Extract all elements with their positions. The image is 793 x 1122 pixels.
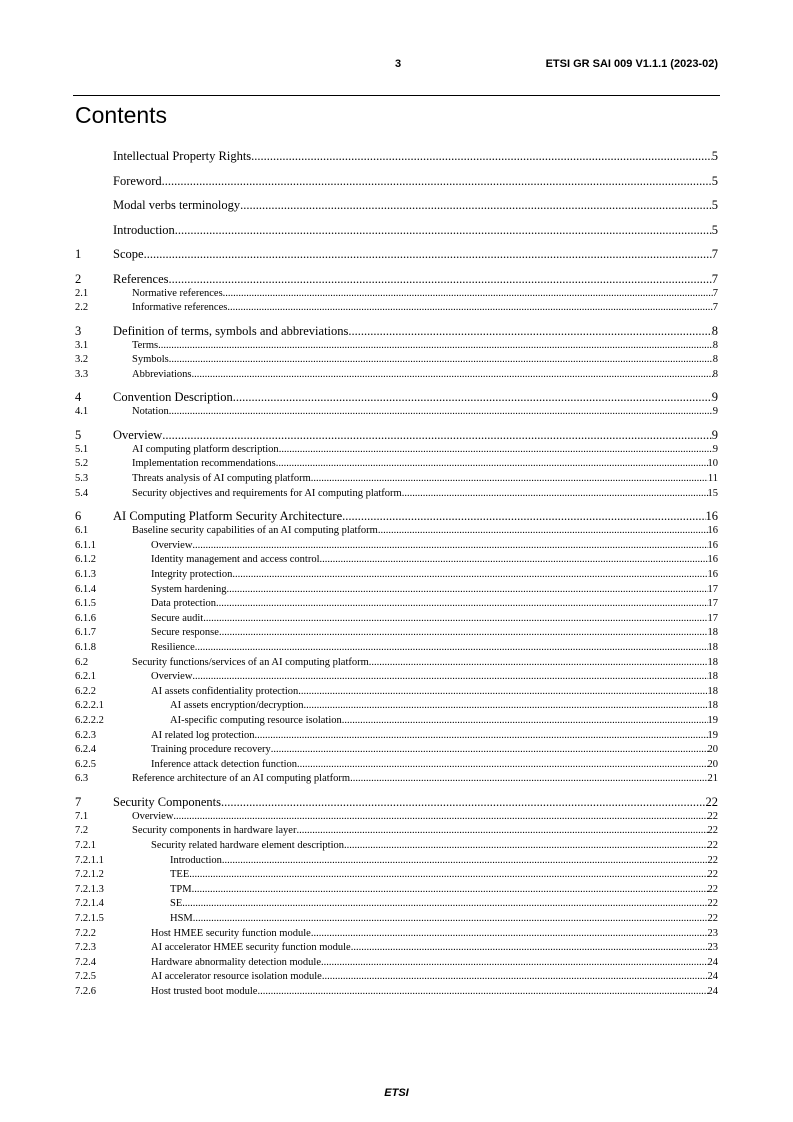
toc-entry-page: 22 (707, 825, 718, 837)
toc-entry[interactable] (75, 853, 718, 868)
toc-entry-label: Hardware abnormality detection module (151, 956, 321, 968)
toc-dot-leader (192, 538, 707, 553)
page-title: Contents (75, 102, 168, 128)
toc-entry-number: 5.3 (75, 473, 89, 484)
toc-entry-page: 23 (707, 942, 718, 954)
toc-entry-label: Security objectives and requirements for AI computing platform (132, 487, 402, 499)
toc-entry[interactable] (75, 300, 718, 315)
toc-entry-number: 3.2 (75, 354, 89, 366)
toc-entry-label: Convention Description (113, 390, 233, 405)
toc-dot-leader (195, 640, 708, 655)
toc-entry-number: 7.2.5 (75, 971, 96, 983)
toc-entry-label: Implementation recommendations (132, 458, 276, 470)
toc-entry-page: 16 (707, 554, 718, 566)
toc-dot-leader (297, 757, 707, 772)
toc-entry-label: Overview (151, 539, 193, 551)
toc-entry-label: Modal verbs terminology (113, 198, 241, 212)
toc-entry-label: TPM (170, 883, 192, 895)
toc-entry[interactable] (75, 771, 718, 786)
toc-entry-page: 18 (707, 700, 718, 712)
toc-entry[interactable] (75, 246, 718, 263)
toc-entry[interactable] (75, 838, 718, 853)
toc-entry[interactable] (75, 926, 718, 941)
toc-entry-label: Security functions/services of an AI computing platform (132, 656, 369, 668)
toc-entry[interactable] (75, 896, 718, 911)
toc-dot-leader (322, 969, 708, 984)
toc-entry-number: 7.1 (75, 810, 89, 822)
toc-entry[interactable] (75, 713, 718, 728)
toc-entry-page: 22 (707, 840, 718, 851)
toc-entry-label: Integrity protection (151, 568, 233, 580)
toc-entry[interactable] (75, 567, 718, 582)
toc-dot-leader (192, 669, 707, 684)
toc-entry[interactable] (75, 684, 718, 699)
toc-entry-number: 7.2.4 (75, 956, 96, 968)
toc-dot-leader (251, 148, 712, 165)
toc-entry-number: 2.1 (75, 287, 89, 299)
toc-entry-label: Security components in hardware layer (132, 825, 297, 837)
toc-entry-number: 6.2.2 (75, 685, 96, 697)
toc-entry[interactable] (75, 823, 718, 838)
toc-entry-page: 19 (707, 729, 718, 741)
toc-entry-label: Normative references (132, 287, 223, 299)
toc-entry-page: 7 (711, 247, 718, 261)
toc-entry-number: 6.2.1 (75, 671, 96, 683)
document-id: ETSI GR SAI 009 V1.1.1 (2023-02) (545, 58, 718, 70)
toc-entry-number: 6.2.3 (75, 729, 96, 741)
toc-entry-number: 6.2 (75, 656, 89, 668)
toc-entry-number: 6.1.4 (75, 583, 96, 595)
toc-entry-page: 24 (707, 956, 718, 968)
toc-entry-page: 16 (707, 568, 718, 580)
toc-entry-label: AI-specific computing resource isolation (170, 714, 342, 726)
toc-entry-label: Overview (113, 427, 163, 442)
toc-dot-leader (189, 867, 707, 882)
header-rule (73, 95, 720, 96)
toc-entry-page: 19 (707, 714, 718, 726)
toc-dot-leader (240, 197, 712, 214)
toc-entry-page: 17 (707, 598, 718, 610)
toc-entry-number: 7.2.1.5 (75, 913, 104, 924)
toc-dot-leader (369, 655, 708, 670)
toc-entry-page: 16 (705, 509, 718, 524)
toc-entry-number: 6.1.7 (75, 627, 96, 639)
toc-entry[interactable] (75, 969, 718, 984)
toc-entry[interactable] (75, 222, 718, 239)
toc-entry-label: SE (170, 898, 183, 910)
toc-entry[interactable] (75, 655, 718, 670)
toc-entry-label: Scope (113, 247, 144, 261)
toc-entry-label: Symbols (132, 354, 169, 366)
toc-entry-number: 6.2.4 (75, 744, 96, 756)
toc-dot-leader (169, 352, 713, 367)
toc-dot-leader (169, 404, 713, 419)
toc-dot-leader (378, 523, 708, 538)
toc-entry-number: 7 (75, 794, 82, 809)
toc-entry-page: 22 (707, 810, 718, 822)
toc-entry-label: Threats analysis of AI computing platform (132, 473, 311, 484)
toc-entry-page: 11 (707, 473, 718, 484)
toc-entry[interactable] (75, 698, 718, 713)
toc-entry-page: 18 (707, 656, 718, 668)
toc-entry-number: 5.2 (75, 458, 89, 470)
toc-entry-page: 16 (707, 525, 718, 537)
toc-entry-number: 2.2 (75, 302, 89, 314)
toc-entry-number: 6 (75, 509, 82, 524)
toc-entry-number: 6.2.5 (75, 758, 96, 770)
toc-entry-number: 5.1 (75, 443, 89, 455)
toc-entry[interactable] (75, 596, 718, 611)
toc-entry[interactable] (75, 197, 718, 214)
toc-entry[interactable] (75, 404, 718, 419)
toc-entry[interactable] (75, 809, 718, 824)
toc-entry-label: Data protection (151, 598, 217, 610)
toc-entry-label: AI related log protection (151, 729, 255, 741)
toc-entry-page: 18 (707, 627, 718, 639)
toc-dot-leader (255, 728, 708, 743)
toc-entry-label: Host trusted boot module (151, 986, 258, 997)
toc-entry-label: TEE (170, 869, 190, 881)
toc-entry[interactable] (75, 338, 718, 353)
toc-entry-label: Foreword (113, 173, 162, 188)
toc-entry-number: 3 (75, 323, 82, 338)
toc-dot-leader (402, 486, 708, 501)
toc-entry-page: 24 (707, 971, 718, 983)
toc-entry-page: 20 (707, 744, 718, 756)
toc-entry-page: 18 (707, 685, 718, 697)
toc-entry-label: Inference attack detection function (151, 758, 298, 770)
toc-entry-page: 16 (707, 539, 718, 551)
toc-entry-number: 4 (75, 390, 82, 405)
toc-dot-leader (279, 442, 713, 457)
toc-entry-number: 7.2 (75, 825, 89, 837)
toc-entry-page: 21 (707, 773, 718, 785)
toc-dot-leader (271, 742, 708, 757)
toc-entry-number: 6.2.2.2 (75, 714, 104, 726)
toc-entry-label: Security related hardware element description (151, 840, 344, 851)
toc-entry-number: 7.2.6 (75, 986, 96, 997)
toc-entry-label: Baseline security capabilities of an AI computing platform (132, 525, 378, 537)
toc-entry[interactable] (75, 367, 718, 382)
toc-entry-label: Resilience (151, 641, 195, 653)
toc-dot-leader (344, 838, 708, 853)
toc-entry-label: AI Computing Platform Security Architecture (113, 509, 343, 524)
toc-entry-number: 1 (75, 247, 82, 261)
toc-entry-page: 22 (705, 794, 718, 809)
toc-entry-page: 18 (707, 671, 718, 683)
toc-entry-number: 3.1 (75, 339, 89, 351)
toc-dot-leader (216, 596, 707, 611)
toc-dot-leader (219, 625, 708, 640)
toc-entry[interactable] (75, 911, 718, 926)
toc-entry[interactable] (75, 757, 718, 772)
toc-entry-page: 18 (707, 641, 718, 653)
toc-entry-page: 7 (712, 302, 718, 314)
toc-entry-page: 5 (711, 222, 718, 237)
toc-entry[interactable] (75, 148, 718, 165)
toc-entry[interactable] (75, 442, 718, 457)
toc-dot-leader (304, 698, 708, 713)
toc-entry[interactable] (75, 940, 718, 955)
toc-dot-leader (276, 456, 708, 471)
toc-dot-leader (351, 940, 708, 955)
toc-entry-label: References (113, 271, 169, 286)
toc-entry-number: 5 (75, 427, 82, 442)
toc-entry-number: 6.3 (75, 773, 89, 785)
toc-entry-label: Notation (132, 406, 169, 418)
toc-dot-leader (192, 367, 713, 382)
toc-entry-page: 20 (707, 758, 718, 770)
toc-entry-page: 22 (707, 883, 718, 895)
toc-entry-page: 22 (707, 913, 718, 924)
toc-dot-leader (182, 896, 707, 911)
toc-dot-leader (311, 926, 708, 941)
toc-dot-leader (223, 286, 713, 301)
toc-entry[interactable] (75, 669, 718, 684)
toc-entry-label: Definition of terms, symbols and abbreviations (113, 323, 349, 338)
toc-dot-leader (203, 611, 707, 626)
toc-entry-number: 7.2.1.4 (75, 898, 104, 910)
footer-org: ETSI (384, 1087, 409, 1099)
toc-entry[interactable] (75, 882, 718, 897)
toc-entry-label: Secure audit (151, 612, 204, 624)
toc-dot-leader (342, 713, 708, 728)
toc-entry-label: Terms (132, 339, 159, 351)
toc-entry-number: 6.1.1 (75, 539, 96, 551)
toc-entry-page: 17 (707, 583, 718, 595)
toc-dot-leader (173, 809, 707, 824)
toc-entry[interactable] (75, 523, 718, 538)
toc-entry-page: 8 (711, 323, 718, 338)
toc-entry-number: 6.1.5 (75, 598, 96, 610)
toc-entry-number: 6.2.2.1 (75, 700, 104, 712)
toc-entry-number: 7.2.1.1 (75, 854, 104, 866)
toc-entry-page: 10 (707, 458, 718, 470)
toc-entry-page: 7 (712, 287, 718, 299)
toc-entry-page: 7 (711, 271, 718, 286)
toc-dot-leader (193, 911, 708, 926)
toc-entry[interactable] (75, 173, 718, 190)
toc-dot-leader (321, 955, 708, 970)
toc-entry-number: 5.4 (75, 487, 89, 499)
toc-entry-page: 5 (711, 149, 718, 163)
toc-dot-leader (222, 853, 708, 868)
toc-entry-label: Security Components (113, 794, 221, 809)
toc-entry-page: 17 (707, 612, 718, 624)
toc-entry-label: Introduction (113, 222, 175, 237)
toc-dot-leader (257, 984, 707, 999)
toc-entry-number: 7.2.1.3 (75, 883, 104, 895)
toc-entry[interactable] (75, 625, 718, 640)
toc-dot-leader (192, 882, 708, 897)
toc-entry-page: 22 (707, 898, 718, 910)
toc-dot-leader (175, 222, 712, 239)
toc-entry-label: Host HMEE security function module (151, 927, 311, 939)
toc-entry-number: 2 (75, 271, 82, 286)
toc-entry-label: AI assets encryption/decryption (170, 700, 304, 712)
toc-entry[interactable] (75, 742, 718, 757)
toc-entry[interactable] (75, 471, 718, 486)
toc-entry-number: 6.1.2 (75, 554, 96, 566)
toc-entry[interactable] (75, 955, 718, 970)
toc-entry-number: 6.1.8 (75, 641, 96, 653)
page-number: 3 (394, 58, 402, 70)
toc-entry-page: 8 (712, 339, 718, 351)
toc-entry[interactable] (75, 611, 718, 626)
toc-dot-leader (162, 173, 712, 190)
toc-entry-number: 7.2.1.2 (75, 869, 104, 881)
toc-entry-page: 23 (707, 927, 718, 939)
toc-entry-label: Identity management and access control (151, 554, 320, 566)
toc-entry[interactable] (75, 640, 718, 655)
toc-entry[interactable] (75, 867, 718, 882)
toc-entry-label: AI accelerator HMEE security function module (151, 942, 351, 954)
toc-dot-leader (320, 552, 708, 567)
toc-entry[interactable] (75, 538, 718, 553)
toc-entry-page: 22 (707, 854, 718, 866)
toc-entry-page: 24 (707, 986, 718, 997)
toc-dot-leader (350, 771, 707, 786)
toc-entry-label: AI computing platform description (132, 443, 279, 455)
toc-entry[interactable] (75, 286, 718, 301)
toc-entry-label: Reference architecture of an AI computing platform (132, 773, 351, 785)
toc-entry-page: 15 (707, 487, 718, 499)
toc-entry-label: System hardening (151, 583, 227, 595)
toc-dot-leader (296, 823, 707, 838)
toc-entry-label: AI accelerator resource isolation module (151, 971, 322, 983)
toc-entry-label: AI assets confidentiality protection (151, 685, 299, 697)
toc-entry-number: 6.1.3 (75, 568, 96, 580)
toc-entry-number: 7.2.1 (75, 840, 96, 851)
toc-entry[interactable] (75, 728, 718, 743)
toc-entry[interactable] (75, 582, 718, 597)
toc-dot-leader (144, 246, 712, 263)
toc-entry-page: 8 (712, 368, 718, 380)
toc-entry-page: 9 (711, 390, 718, 405)
toc-entry-label: Secure response (151, 627, 219, 639)
toc-entry-page: 8 (712, 354, 718, 366)
toc-entry-label: Intellectual Property Rights (113, 149, 252, 163)
toc-entry-label: Overview (132, 810, 174, 822)
toc-entry-label: Abbreviations (132, 368, 192, 380)
toc-entry-page: 9 (712, 443, 718, 455)
toc-entry-number: 4.1 (75, 406, 89, 418)
toc-entry[interactable] (75, 352, 718, 367)
toc-entry-page: 22 (707, 869, 718, 881)
toc-entry[interactable] (75, 984, 718, 999)
toc-entry-number: 6.1 (75, 525, 89, 537)
toc-entry-label: Introduction (170, 854, 222, 866)
toc-entry-label: Informative references (132, 302, 228, 314)
toc-entry-number: 7.2.3 (75, 942, 96, 954)
toc-entry-page: 5 (711, 173, 718, 188)
toc-dot-leader (232, 567, 707, 582)
toc-dot-leader (227, 300, 712, 315)
toc-entry[interactable] (75, 552, 718, 567)
toc-entry-page: 5 (711, 198, 718, 212)
toc-entry-label: Training procedure recovery (151, 744, 271, 756)
toc-dot-leader (158, 338, 713, 353)
toc-entry-number: 3.3 (75, 368, 89, 380)
toc-dot-leader (311, 471, 708, 486)
toc-entry-number: 6.1.6 (75, 612, 96, 624)
toc-entry-label: Overview (151, 671, 193, 683)
toc-entry-page: 9 (711, 427, 718, 442)
toc-entry-label: HSM (170, 913, 193, 924)
toc-entry[interactable] (75, 486, 718, 501)
toc-entry-number: 7.2.2 (75, 927, 96, 939)
toc-dot-leader (298, 684, 707, 699)
toc-entry-page: 9 (712, 406, 718, 418)
toc-entry[interactable] (75, 456, 718, 471)
toc-dot-leader (227, 582, 708, 597)
